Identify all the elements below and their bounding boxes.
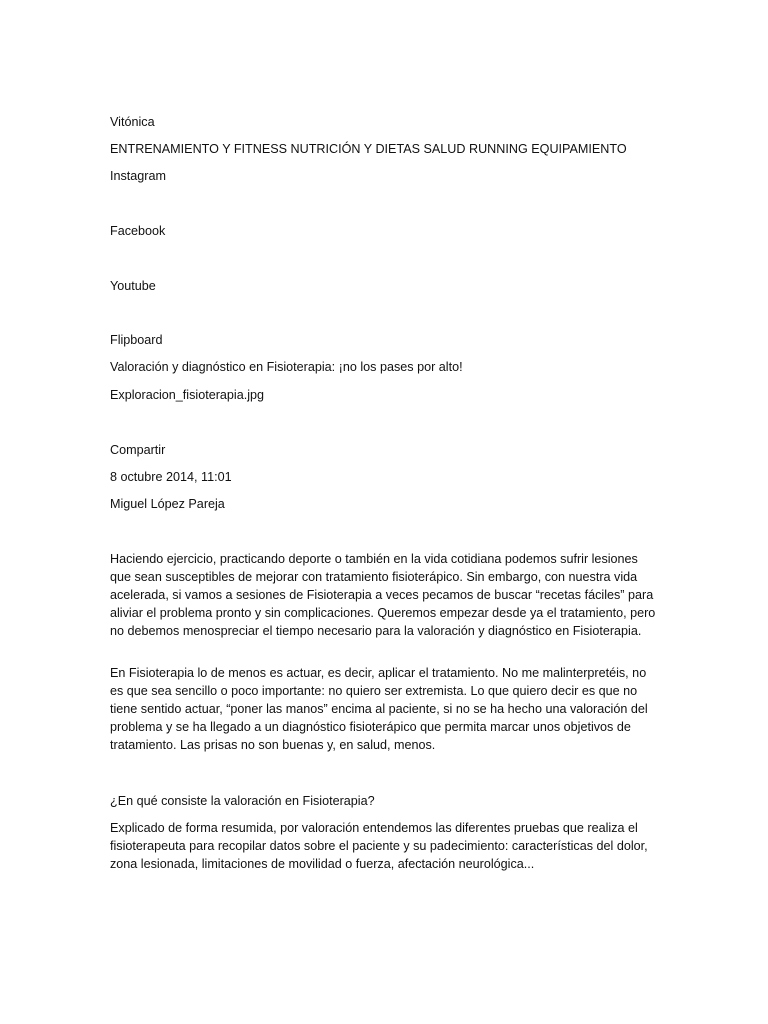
site-name: Vitónica bbox=[110, 115, 155, 129]
facebook-link[interactable]: Facebook bbox=[110, 224, 166, 238]
section-subheading: ¿En qué consiste la valoración en Fisioterapia? bbox=[110, 794, 375, 808]
image-filename: Exploracion_fisioterapia.jpg bbox=[110, 388, 265, 402]
youtube-link[interactable]: Youtube bbox=[110, 279, 156, 293]
publish-date: 8 octubre 2014, 11:01 bbox=[110, 470, 232, 484]
article-title: Valoración y diagnóstico en Fisioterapia: ¡no los pases por alto! bbox=[110, 360, 463, 374]
body-paragraph-1: Haciendo ejercicio, practicando deporte o también en la vida cotidiana podemos sufrir lesiones que sean susceptibles de mejorar con tratamiento fisioterápico. Sin embargo, con nuestra vida acelerada, si vamos a sesiones de Fisioterapia a veces pecamos de buscar “recetas fáciles” para aliviar el problema pronto y sin complicaciones. Queremos empezar desde ya el tratamiento, pero no debemos menospreciar el tiempo necesario para la valoración y diagnóstico en Fisioterapia. bbox=[110, 552, 656, 638]
body-paragraph-3: Explicado de forma resumida, por valoración entendemos las diferentes pruebas que realiza el fisioterapeuta para recopilar datos sobre el paciente y su padecimiento: características del dolor, zona lesionada, limitaciones de movilidad o fuerza, afectación neurológica... bbox=[110, 821, 648, 871]
share-link[interactable]: Compartir bbox=[110, 443, 166, 457]
document-page bbox=[110, 0, 658, 1024]
author-name: Miguel López Pareja bbox=[110, 497, 225, 511]
instagram-link[interactable]: Instagram bbox=[110, 169, 166, 183]
body-paragraph-2: En Fisioterapia lo de menos es actuar, es decir, aplicar el tratamiento. No me malinterpretéis, no es que sea sencillo o poco importante: no quiero ser extremista. Lo que quiero decir es que no tiene sentido actuar, “poner las manos” encima al paciente, si no se ha hecho una valoración del problema y se ha llegado a un diagnóstico fisioterápico que permita marcar unos objetivos de tratamiento. Las prisas no son buenas y, en salud, menos. bbox=[110, 666, 648, 752]
flipboard-link[interactable]: Flipboard bbox=[110, 333, 163, 347]
section-nav[interactable]: ENTRENAMIENTO Y FITNESS NUTRICIÓN Y DIETAS SALUD RUNNING EQUIPAMIENTO bbox=[110, 142, 627, 156]
